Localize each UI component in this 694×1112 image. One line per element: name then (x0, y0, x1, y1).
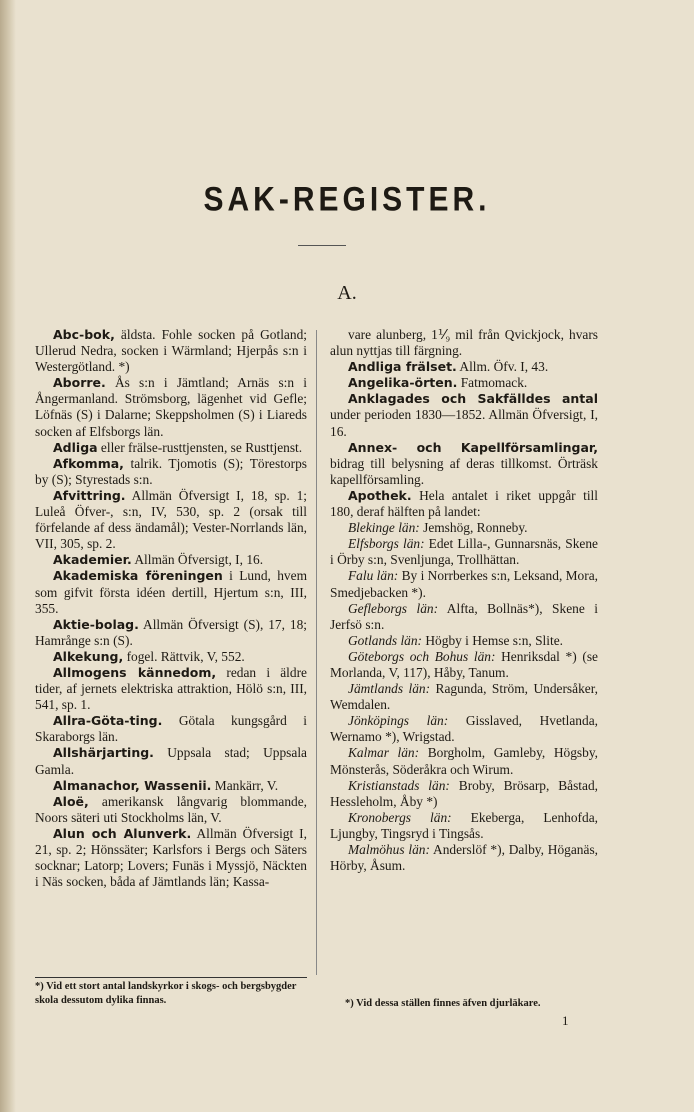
entry-county: Jönköpings län: (348, 713, 449, 729)
entry-heading: Abc-bok, (53, 327, 115, 342)
register-entry (330, 488, 598, 520)
section-letter: A. (337, 282, 357, 304)
entry-heading: Afkomma, (53, 455, 124, 471)
page-number: 1 (562, 1013, 569, 1028)
register-entry (330, 842, 598, 874)
register-entry (330, 327, 598, 359)
register-entry (330, 440, 598, 488)
entry-heading: Allmogens kännedom, (53, 664, 217, 680)
entry-heading: Alkekung, (53, 648, 124, 664)
entry-text: Uppsala stad; Uppsala Gamla. (35, 745, 307, 777)
register-entry (35, 375, 307, 439)
entry-text: vare alunberg, 1⅟₉ mil från Qvickjock, hvars alun nyttjas till färgning. (330, 327, 598, 359)
entry-heading: Allra-Göta-ting. (53, 713, 163, 729)
register-entry (330, 359, 598, 375)
entry-county: Gotlands län: (348, 632, 423, 648)
footnote-right: *) Vid dessa ställen finnes äfven djurläkare. (345, 998, 541, 1009)
entry-text: under perioden 1830—1852. Allmän Öfversigt, I, 16. (330, 407, 598, 439)
entry-heading: Adliga (53, 439, 98, 455)
register-entry (330, 568, 598, 600)
entry-text: Allm. Öfv. I, 43. (456, 359, 549, 375)
register-entry (35, 778, 307, 794)
entry-heading: Aloë, (53, 793, 89, 809)
entry-text: Ås s:n i Jämtland; Arnäs s:n i Ångermanland. Strömsborg, lägenhet vid Gefle; Löfnäs (S) i Dalarne; Skeppsholmen (S) i Liareds socken af Elfsborgs län. (35, 375, 307, 439)
entry-text: Alfta, Bollnäs*), Skene i Jerfsö s:n. (330, 600, 598, 632)
register-entry (35, 794, 307, 826)
entry-heading: Annex- och Kapellförsamlingar, (348, 439, 598, 455)
entry-text: Fatmomack. (457, 375, 528, 391)
entry-county: Kalmar län: (348, 745, 420, 761)
register-entry (330, 745, 598, 777)
entry-text: Gisslaved, Hvetlanda, Wernamo *), Wrigstad. (330, 713, 598, 745)
entry-heading: Alun och Alunverk. (53, 825, 192, 841)
left-column (35, 327, 307, 890)
footnote-rule (35, 977, 307, 978)
entry-text: Mankärr, V. (211, 777, 279, 793)
entry-heading: Angelika-örten. (348, 375, 458, 391)
entry-county: Kristianstads län: (348, 777, 450, 793)
right-column (330, 327, 598, 874)
register-entry (330, 810, 598, 842)
entry-text: i Lund, hvem som gifvit första idéen dertill, Hjertum s:n, III, 355. (35, 568, 307, 616)
entry-text: Broby, Brösarp, Båstad, Hessleholm, Åby *) (330, 777, 598, 809)
entry-text: Ragunda, Ström, Undersåker, Wemdalen. (330, 681, 598, 713)
entry-heading: Akademier. (53, 552, 132, 568)
entry-text: Jemshög, Ronneby. (419, 520, 528, 536)
entry-text: Henriksdal *) (se Morlanda, V, 117), Håby, Tanum. (330, 648, 598, 680)
register-entry (35, 440, 307, 456)
entry-text: Högby i Hemse s:n, Slite. (422, 632, 563, 648)
entry-heading: Anklagades och Sakfälldes antal (348, 391, 598, 407)
register-entry (35, 745, 307, 777)
register-entry (330, 778, 598, 810)
register-entry (330, 601, 598, 633)
register-entry (330, 391, 598, 439)
entry-text: redan i äldre tider, af jernets elektriska attraktion, Hölö s:n, III, 541, sp. 1. (35, 664, 307, 713)
page-title: SAK-REGISTER. (203, 180, 491, 219)
column-divider (316, 330, 317, 975)
entry-heading: Allshärjarting. (53, 745, 154, 761)
register-entry (35, 327, 307, 375)
entry-text: Hela antalet i riket uppgår till 180, deraf hälften på landet: (330, 487, 598, 520)
entry-county: Göteborgs och Bohus län: (348, 648, 496, 664)
register-entry (35, 617, 307, 649)
entry-county: Gefleborgs län: (348, 600, 439, 616)
entry-county: Elfsborgs län: (348, 536, 425, 552)
register-entry (35, 826, 307, 890)
entry-heading: Afvittring. (53, 487, 126, 503)
title-rule (298, 245, 346, 246)
entry-text: Allmän Öfversigt (S), 17, 18; Hamrånge s:n (S). (35, 616, 307, 648)
entry-county: Blekinge län: (348, 520, 420, 536)
register-entry (330, 536, 598, 568)
entry-county: Malmöhus län: (348, 842, 430, 857)
entry-text: fogel. Rättvik, V, 552. (123, 648, 245, 664)
register-entry (330, 681, 598, 713)
register-entry (330, 520, 598, 536)
register-entry (35, 456, 307, 488)
entry-text: Allmän Öfversigt I, 21, sp. 2; Hönssäter; Karlsfors i Bergs och Säters socknar; Latorp; Lovers; Funäs i Myssjö, Näckten i Näs socken, båda af Jämtlands län; Kassa- (35, 825, 307, 890)
footnote-left: *) Vid ett stort antal landskyrkor i skogs- och bergsbygder skola dessutom dylika finnas. (35, 981, 297, 1006)
register-entry (330, 375, 598, 391)
entry-county: Kronobergs län: (348, 809, 452, 825)
entry-text: Götala kungsgård i Skaraborgs län. (35, 713, 307, 745)
entry-text: eller frälse-rusttjensten, se Rusttjenst. (97, 439, 303, 455)
entry-heading: Akademiska föreningen (53, 568, 223, 584)
register-entry (330, 649, 598, 681)
entry-text: Edet Lilla-, Gunnarsnäs, Skene i Örby s:n, Svenljunga, Trollhättan. (330, 536, 598, 568)
entry-county: Jämtlands län: (348, 681, 431, 697)
entry-text: talrik. Tjomotis (S); Törestorps by (S); Styrestads s:n. (35, 455, 307, 487)
register-entry (35, 568, 307, 616)
register-entry (35, 665, 307, 713)
entry-text: Ekeberga, Lenhofda, Ljungby, Tingsryd i Tingsås. (330, 809, 598, 841)
entry-text: amerikansk långvarig blommande, Noors säteri uti Stockholms län, V. (35, 793, 307, 825)
entry-heading: Aborre. (53, 375, 106, 391)
entry-text: bidrag till belysning af deras tillkomst. Örträsk kapellförsamling. (330, 455, 598, 487)
register-entry (35, 488, 307, 552)
register-entry (330, 713, 598, 745)
register-entry (35, 713, 307, 745)
book-spine-shadow (0, 0, 16, 1112)
entry-text: Allmän Öfversigt I, 18, sp. 1; Luleå Öfver-, s:n, IV, 530, sp. 2 (orsak till förfelande af dess ändamål); Vester-Norrlands län, VII, 305, sp. 2. (35, 487, 307, 552)
entry-text: Anderslöf *), Dalby, Höganäs, Hörby, Åsum. (330, 842, 598, 874)
register-entry (35, 649, 307, 665)
entry-text: Borgholm, Gamleby, Högsby, Mönsterås, Söderåkra och Wirum. (330, 745, 598, 777)
entry-heading: Aktie-bolag. (53, 616, 139, 632)
entry-heading: Andliga frälset. (348, 359, 457, 375)
entry-county: Falu län: (348, 568, 399, 584)
register-entry (35, 552, 307, 568)
entry-heading: Almanachor, Wassenii. (53, 777, 212, 793)
entry-text: By i Norrberkes s:n, Leksand, Mora, Smedjebacken *). (330, 568, 599, 600)
entry-heading: Apothek. (348, 487, 412, 503)
entry-text: äldsta. Fohle socken på Gotland; Ullerud Nedra, socken i Wärmland; Hjerpås s:n i Westergötland. *) (35, 327, 307, 375)
register-entry (330, 633, 598, 649)
entry-text: Allmän Öfversigt, I, 16. (131, 552, 264, 568)
